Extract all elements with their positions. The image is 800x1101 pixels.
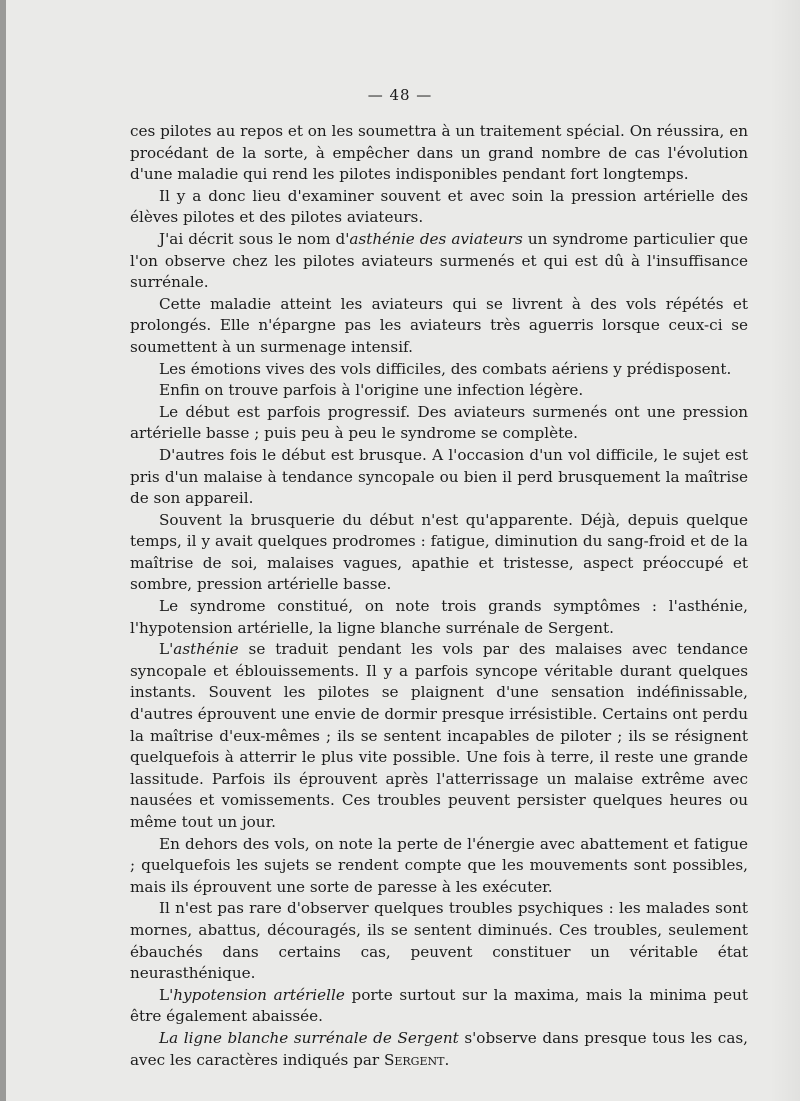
paragraph: Enfin on trouve parfois à l'origine une infection légère. <box>159 381 584 400</box>
paragraph <box>130 229 748 294</box>
paragraph-text: L' <box>159 985 174 1004</box>
body-text <box>130 121 748 1071</box>
scan-left-edge <box>0 0 6 1101</box>
paragraph: Souvent la brusquerie du début n'est qu'apparente. Déjà, depuis quelque temps, il y avait quelques prodromes : fatigue, diminution du sang-froid et de la maîtrise de soi, malaises vagues, apathie et tristesse, aspect préoccupé et sombre, pression artérielle basse. <box>130 510 748 594</box>
paragraph: En dehors des vols, on note la perte de l'énergie avec abattement et fatigue ; quelquefois les sujets se rendent compte que les mouvements sont possibles, mais ils éprouvent une sorte de paresse à les exécuter. <box>130 834 748 896</box>
italic-term: asthénie des aviateurs <box>349 229 523 248</box>
paragraph-text: J'ai décrit sous le nom d' <box>159 229 350 248</box>
paragraph <box>130 1028 748 1071</box>
paragraph-text: se traduit pendant les vols par des malaises avec tendance syncopale et éblouissements. Il y a parfois syncope véritable durant quelques instants. Souvent les pilotes se plaignent d'une sensation indéfinissable, d'autres éprouvent une envie de dormir presque irrésistible. Certains ont perdu la maîtrise d'eux-mêmes ; ils se sentent incapables de piloter ; ils se résignent quelquefois à atterrir le plus vite possible. Une fois à terre, il reste une grande lassitude. Parfois ils éprouvent après l'atterrissage un malaise extrême avec nausées et vomissements. Ces troubles peuvent persister quelques heures ou même tout un jour. <box>130 640 748 831</box>
paragraph: Le début est parfois progressif. Des aviateurs surmenés ont une pression artérielle basse ; puis peu à peu le syndrome se complète. <box>130 402 748 443</box>
paragraph: Le syndrome constitué, on note trois grands symptômes : l'asthénie, l'hypotension artérielle, la ligne blanche surrénale de Sergent. <box>130 597 748 637</box>
paragraph: D'autres fois le début est brusque. A l'occasion d'un vol difficile, le sujet est pris d'un malaise à tendance syncopale ou bien il perd brusquement la maîtrise de son appareil. <box>130 445 748 508</box>
italic-term: asthénie <box>173 640 239 659</box>
paragraph: Les émotions vives des vols difficiles, des combats aériens y prédisposent. <box>159 359 732 378</box>
paragraph-text: s'observe dans presque tous les cas, avec les caractères indiqués par <box>130 1028 748 1069</box>
scan-shadow <box>770 0 800 1101</box>
paragraph-text: . <box>444 1050 450 1069</box>
paragraph-text: porte surtout sur la maxima, mais la minima peut être également abaissée. <box>130 985 749 1026</box>
paragraph <box>130 639 748 833</box>
italic-term: hypotension artérielle <box>173 985 345 1004</box>
page-number: — 48 — <box>367 86 433 104</box>
paragraph-text: L' <box>159 640 174 659</box>
paragraph: Il y a donc lieu d'examiner souvent et avec soin la pression artérielle des élèves pilotes et des pilotes aviateurs. <box>130 186 748 227</box>
paragraph: Il n'est pas rare d'observer quelques troubles psychiques : les malades sont mornes, abattus, découragés, ils se sentent diminués. Ces troubles, seulement ébauchés dans certains cas, peuvent constituer un véritable état neurasthénique. <box>130 899 748 983</box>
paragraph: Cette maladie atteint les aviateurs qui se livrent à des vols répétés et prolongés. Elle n'épargne pas les aviateurs très aguerris lorsque ceux-ci se soumettent à un surmenage intensif. <box>130 294 748 356</box>
paragraph: ces pilotes au repos et on les soumettra à un traitement spécial. On réussira, en procédant de la sorte, à empêcher dans un grand nombre de cas l'évolution d'une maladie qui rend les pilotes indisponibles pendant fort longtemps. <box>130 122 748 184</box>
author-name: Sergent <box>383 1050 445 1069</box>
paragraph-text: un syndrome particulier que l'on observe chez les pilotes aviateurs surmenés et qui est dû à l'insuffisance surrénale. <box>130 229 748 292</box>
italic-term: La ligne blanche surrénale de Sergent <box>159 1028 459 1047</box>
paragraph <box>130 985 748 1028</box>
